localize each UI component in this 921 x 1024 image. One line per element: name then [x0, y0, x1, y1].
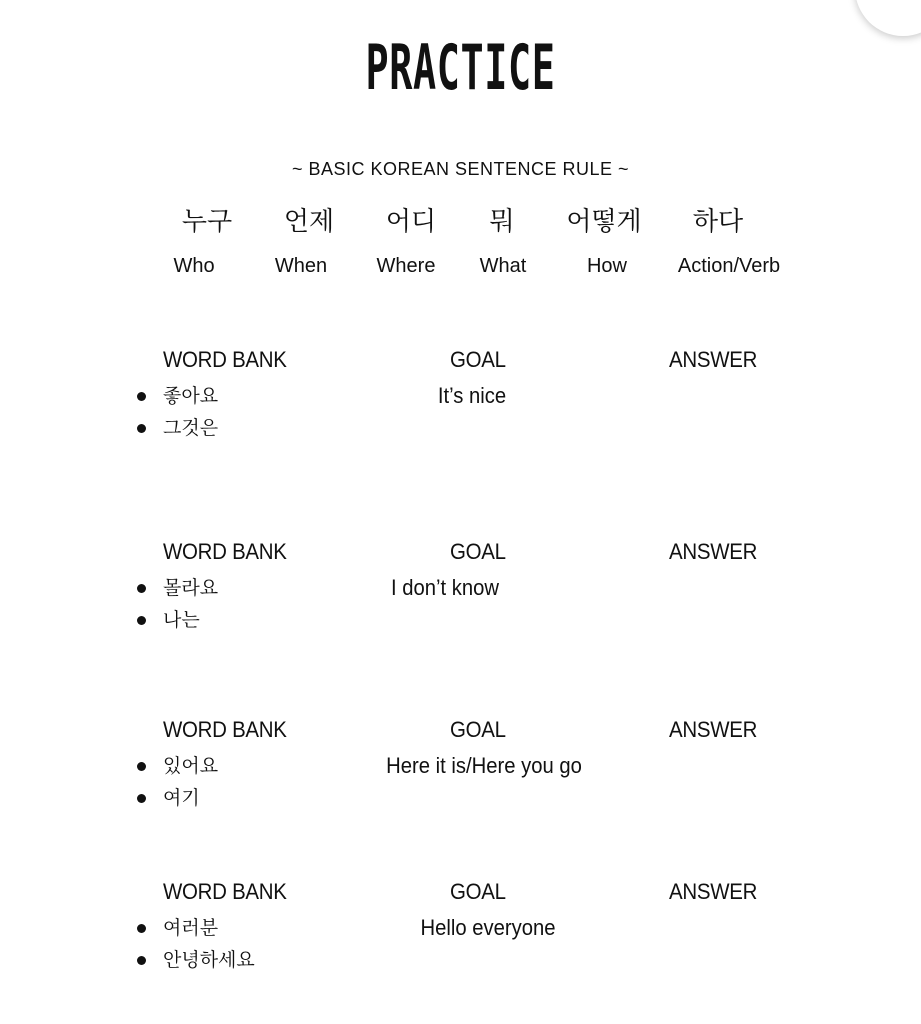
goal-header: GOAL — [450, 539, 506, 564]
exercise-1 — [0, 346, 921, 476]
word-text: 좋아요 — [163, 385, 219, 407]
goal-text: Hello everyone — [420, 915, 556, 940]
answer-header: ANSWER — [669, 879, 758, 904]
rule-korean-when: 언제 — [283, 207, 335, 237]
word-text: 그것은 — [163, 417, 219, 439]
rule-english-what: What — [479, 255, 527, 277]
bullet-icon — [137, 584, 146, 593]
bullet-icon — [137, 762, 146, 771]
exercise-4 — [0, 878, 921, 1008]
rule-english-how: How — [586, 255, 628, 277]
bullet-icon — [137, 956, 146, 965]
bullet-icon — [137, 924, 146, 933]
rule-english-action: Action/Verb — [677, 255, 781, 277]
list-item — [137, 384, 218, 416]
bullet-icon — [137, 616, 146, 625]
page-title: PRACTICE — [365, 31, 556, 104]
rule-english-where: Where — [376, 255, 436, 277]
goal-text: I don’t know — [390, 575, 500, 600]
word-bank-header: WORD BANK — [163, 347, 287, 372]
rule-korean-who: 누구 — [181, 207, 233, 237]
list-item — [137, 916, 255, 948]
list-item — [137, 754, 218, 786]
list-item — [137, 608, 218, 640]
rule-english-when: When — [274, 255, 328, 277]
bullet-icon — [137, 392, 146, 401]
answer-header: ANSWER — [669, 539, 758, 564]
bullet-icon — [137, 794, 146, 803]
word-bank-list — [137, 916, 255, 980]
exercise-3 — [0, 716, 921, 846]
rule-korean-action: 하다 — [692, 207, 744, 237]
word-text: 몰라요 — [163, 577, 219, 599]
sentence-rule-grid — [0, 205, 921, 285]
rule-korean-what: 뭐 — [489, 207, 515, 237]
goal-text: Here it is/Here you go — [386, 753, 582, 778]
goal-header: GOAL — [450, 879, 506, 904]
word-text: 여기 — [163, 787, 200, 809]
word-bank-list — [137, 384, 218, 448]
goal-header: GOAL — [450, 347, 506, 372]
word-text: 안녕하세요 — [163, 949, 255, 971]
list-item — [137, 416, 218, 448]
list-item — [137, 576, 218, 608]
word-text: 나는 — [163, 609, 200, 631]
answer-header: ANSWER — [669, 347, 758, 372]
exercise-2 — [0, 538, 921, 668]
answer-header: ANSWER — [669, 717, 758, 742]
list-item — [137, 786, 218, 818]
rule-korean-where: 어디 — [385, 207, 437, 237]
word-text: 있어요 — [163, 755, 219, 777]
rule-korean-how: 어떻게 — [566, 207, 642, 237]
rule-english-who: Who — [173, 255, 215, 277]
word-bank-header: WORD BANK — [163, 539, 287, 564]
subtitle: ~ BASIC KOREAN SENTENCE RULE ~ — [291, 159, 630, 179]
bullet-icon — [137, 424, 146, 433]
corner-floating-button[interactable] — [855, 0, 921, 36]
word-bank-list — [137, 576, 218, 640]
word-bank-header: WORD BANK — [163, 879, 287, 904]
word-text: 여러분 — [163, 917, 219, 939]
list-item — [137, 948, 255, 980]
word-bank-list — [137, 754, 218, 818]
goal-text: It’s nice — [437, 383, 507, 408]
goal-header: GOAL — [450, 717, 506, 742]
word-bank-header: WORD BANK — [163, 717, 287, 742]
